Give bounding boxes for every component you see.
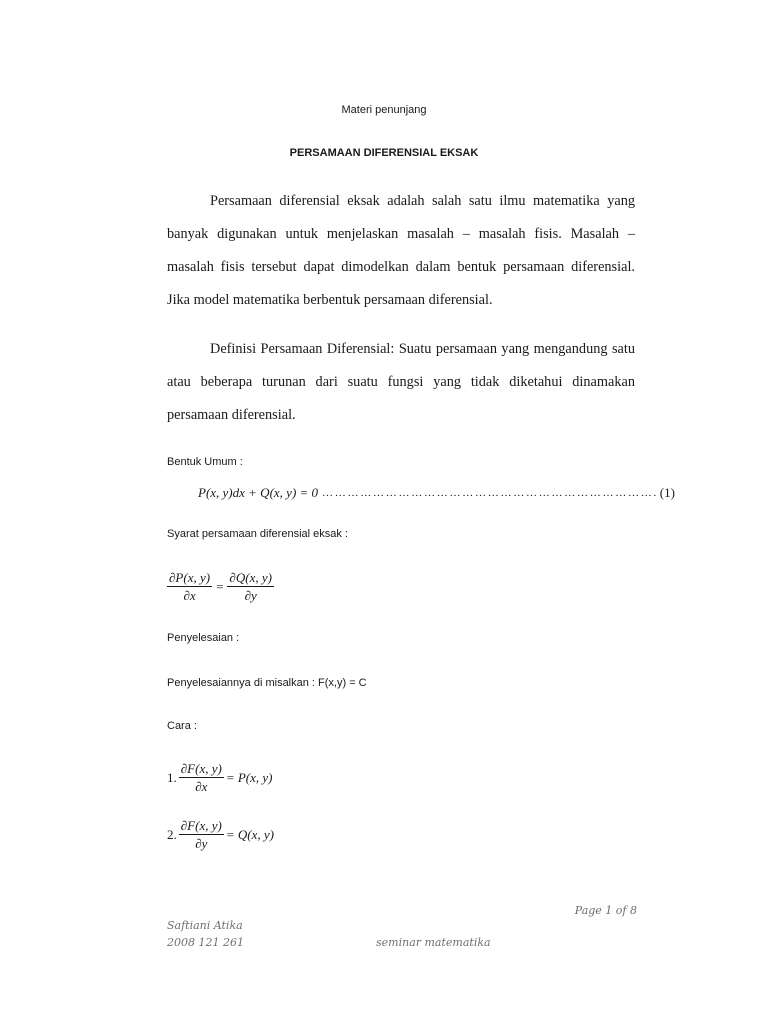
cara-step-2	[167, 818, 274, 851]
paragraph-intro: Persamaan diferensial eksak adalah salah satu ilmu matematika yang banyak digunakan untuk menjelaskan masalah – masalah fisis. Masalah – masalah fisis tersebut dapat dimodelkan dalam bentuk persamaan diferensial. Jika model matematika berbentuk persamaan diferensial.	[167, 193, 635, 308]
fraction-df-dy	[179, 818, 224, 851]
penyelesaian-label: Penyelesaian :	[167, 632, 240, 644]
footer-event: seminar matematika	[376, 936, 491, 949]
dq-denominator: ∂y	[244, 588, 257, 603]
step-rhs: = Q(x, y)	[225, 826, 274, 842]
general-form-expression: P(x, y)dx + Q(x, y) = 0	[198, 485, 319, 500]
page-title: PERSAMAAN DIFERENSIAL EKSAK	[289, 147, 479, 159]
step-index: 2.	[167, 826, 177, 842]
syarat-label: Syarat persamaan diferensial eksak :	[167, 528, 348, 540]
equals-sign: =	[216, 578, 224, 594]
cara-label: Cara :	[167, 720, 197, 732]
header-label: Materi penunjang	[341, 104, 427, 116]
df-denominator: ∂x	[195, 779, 208, 794]
misalkan-text: Penyelesaiannya di misalkan : F(x,y) = C	[167, 677, 367, 689]
df-numerator: ∂F(x, y)	[180, 761, 222, 776]
step-index: 1.	[167, 769, 177, 785]
footer-author: Saftiani Atika	[167, 919, 243, 932]
fraction-dp-dx	[167, 570, 212, 603]
page-indicator: Page 1 of 8	[574, 904, 637, 917]
step-rhs: = P(x, y)	[225, 769, 273, 785]
footer-student-id: 2008 121 261	[167, 936, 244, 949]
dp-denominator: ∂x	[183, 588, 196, 603]
fraction-dq-dy	[227, 570, 274, 603]
general-form-equation	[198, 485, 675, 501]
dp-numerator: ∂P(x, y)	[169, 570, 211, 585]
bentuk-umum-label: Bentuk Umum :	[167, 456, 243, 468]
cara-step-1	[167, 761, 273, 794]
general-form-dots: … … … … … … … … … … … … … … … … … … … … … … … … … … .	[322, 487, 656, 499]
exactness-condition	[167, 570, 274, 603]
equation-number: (1)	[659, 485, 675, 500]
paragraph-definition: Definisi Persamaan Diferensial: Suatu persamaan yang mengandung satu atau beberapa turunan dari suatu fungsi yang tidak diketahui dinamakan persamaan diferensial.	[167, 341, 635, 423]
fraction-df-dx	[179, 761, 224, 794]
dq-numerator: ∂Q(x, y)	[229, 570, 272, 585]
df-numerator: ∂F(x, y)	[180, 818, 222, 833]
df-denominator: ∂y	[195, 836, 208, 851]
